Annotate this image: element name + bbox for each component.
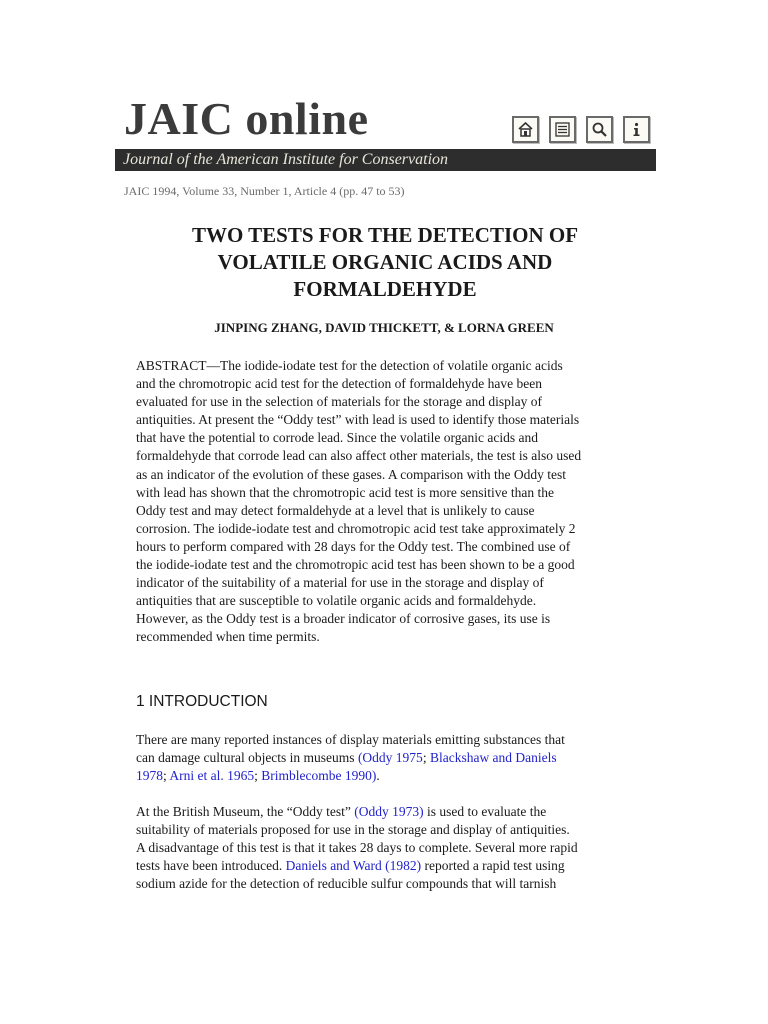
separator: ;	[254, 768, 262, 784]
paragraph-line	[136, 803, 634, 821]
abstract-line: and the chromotropic acid test for the detection of formaldehyde have been	[136, 376, 542, 392]
paragraph-line: A disadvantage of this test is that it takes 28 days to complete. Several more rapid	[136, 840, 578, 856]
paragraph-line: sodium azide for the detection of reducible sulfur compounds that will tarnish	[136, 876, 557, 892]
paragraph-text: is used to evaluate the	[423, 804, 547, 819]
abstract-line: formaldehyde that corrode lead can also affect other materials, the test is also used	[136, 448, 582, 464]
abstract-line: hours to perform compared with 28 days for the Oddy test. The combined use of	[136, 538, 571, 554]
paragraph-line: suitability of materials proposed for use in the storage and display of antiquities.	[136, 822, 570, 838]
abstract-line: with lead has shown that the chromotropic acid test is more sensitive than the	[136, 484, 555, 500]
article-authors: JINPING ZHANG, DAVID THICKETT, & LORNA GREEN	[214, 320, 554, 335]
title-line: FORMALDEHYDE	[293, 277, 477, 301]
article-title	[160, 222, 610, 303]
abstract-line: indicator of the suitability of a material for use in the storage and display of	[136, 575, 544, 591]
jaic-online-logo[interactable]: JAIC online	[124, 93, 369, 144]
abstract-line: ABSTRACT—The iodide-iodate test for the detection of volatile organic acids	[136, 358, 563, 373]
contents-icon	[554, 121, 571, 138]
separator: ;	[163, 768, 170, 784]
info-button[interactable]	[623, 116, 650, 143]
reference-link-oddy-1975[interactable]: (Oddy 1975	[357, 750, 423, 766]
journal-banner-text: Journal of the American Institute for Conservation	[123, 151, 449, 168]
separator: ;	[422, 750, 430, 766]
home-icon	[517, 121, 534, 138]
paragraph-line	[136, 767, 634, 785]
contents-button[interactable]	[549, 116, 576, 143]
paragraph-text: tests have been introduced.	[136, 858, 286, 874]
search-button[interactable]	[586, 116, 613, 143]
reference-link-brimblecombe-1990[interactable]: Brimblecombe 1990)	[261, 768, 377, 784]
paragraph-text: At the British Museum, the “Oddy test”	[136, 804, 355, 819]
abstract-line: Oddy test and may detect formaldehyde at a level that is unlikely to cause	[136, 502, 535, 518]
abstract-line: that have the potential to corrode lead. Since the volatile organic acids and	[136, 430, 538, 446]
paragraph-line	[136, 857, 634, 875]
abstract-line: evaluated for use in the selection of materials for the storage and display of	[136, 394, 542, 410]
reference-link-daniels-ward-1982[interactable]: Daniels and Ward (1982)	[285, 858, 422, 874]
journal-banner	[115, 149, 656, 171]
abstract-line: recommended when time permits.	[136, 629, 320, 645]
abstract-line: antiquities. At present the “Oddy test” with lead is used to identify those materials	[136, 412, 580, 428]
abstract-line: antiquities that are susceptible to volatile organic acids and formaldehyde.	[136, 593, 537, 609]
abstract-line: corrosion. The iodide-iodate test and chromotropic acid test take approximately 2	[136, 520, 576, 536]
section-heading-introduction: 1 INTRODUCTION	[136, 693, 268, 710]
title-line: TWO TESTS FOR THE DETECTION OF	[191, 223, 579, 247]
paragraph-line: There are many reported instances of display materials emitting substances that	[136, 732, 565, 747]
info-icon	[628, 121, 645, 138]
reference-link-blackshaw-daniels[interactable]: Blackshaw and Daniels	[429, 750, 557, 766]
paragraph-line	[136, 749, 634, 767]
paragraph-text: can damage cultural objects in museums	[136, 750, 358, 766]
intro-paragraph-2	[136, 803, 634, 893]
paragraph-text: reported a rapid test using	[421, 858, 565, 874]
article-citation: JAIC 1994, Volume 33, Number 1, Article 4 (pp. 47 to 53)	[124, 184, 405, 198]
nav-toolbar	[512, 116, 650, 143]
paragraph-text: .	[376, 768, 380, 784]
reference-link-oddy-1973[interactable]: (Oddy 1973)	[354, 804, 424, 819]
reference-link-blackshaw-daniels-year[interactable]: 1978	[136, 768, 163, 784]
intro-paragraph-1	[136, 731, 634, 785]
reference-link-arni-1965[interactable]: Arni et al. 1965	[169, 768, 255, 784]
title-line: VOLATILE ORGANIC ACIDS AND	[217, 250, 553, 274]
abstract-line: However, as the Oddy test is a broader indicator of corrosive gases, its use is	[136, 611, 551, 627]
home-button[interactable]	[512, 116, 539, 143]
abstract-line: the iodide-iodate test and the chromotropic acid test has been shown to be a good	[136, 557, 575, 573]
abstract	[136, 357, 634, 647]
abstract-line: as an indicator of the evolution of these gases. A comparison with the Oddy test	[136, 466, 567, 482]
search-icon	[591, 121, 608, 138]
